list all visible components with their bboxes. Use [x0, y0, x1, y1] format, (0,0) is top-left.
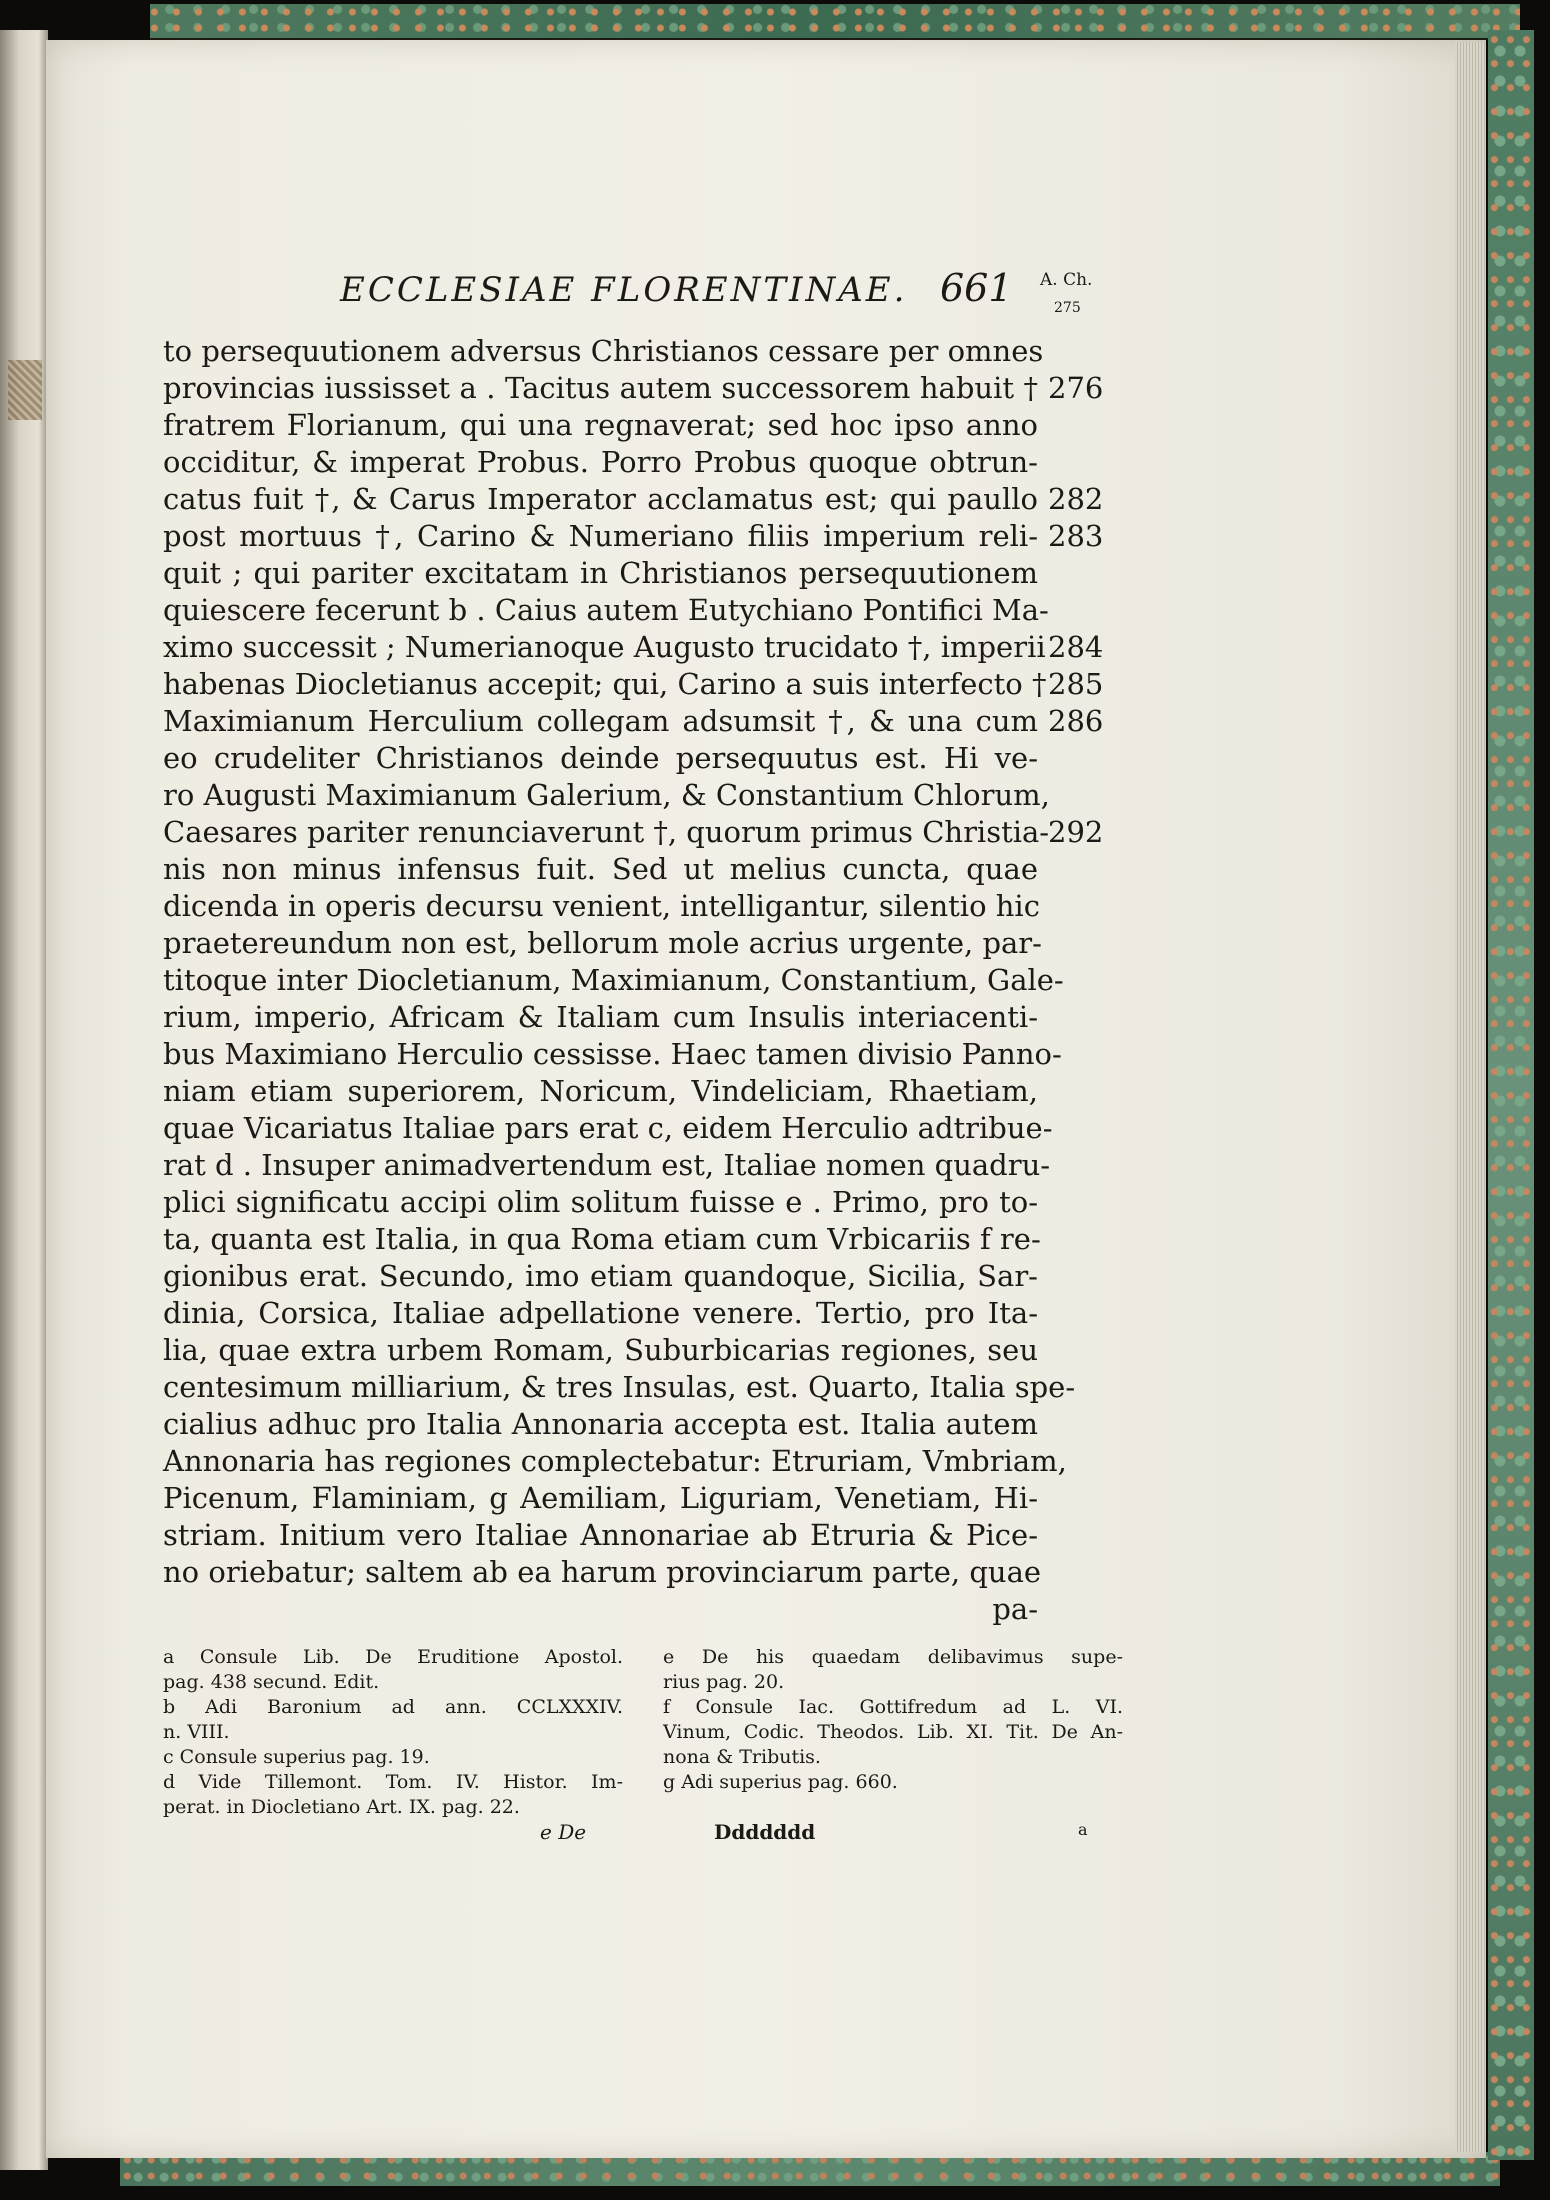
text-line: to persequutionem adversus Christianos cessare per omnes: [163, 334, 1044, 368]
text-line: Annonaria has regiones complectebatur: Etruriam, Vmbriam,: [163, 1444, 1067, 1478]
text-line: dicenda in operis decursu venient, intelligantur, silentio hic: [163, 889, 1040, 923]
text-line: praetereundum non est, bellorum mole acrius urgente, par-: [163, 926, 1042, 960]
text-line: pa-: [992, 1592, 1038, 1626]
footnote-line: a Consule Lib. De Eruditione Apostol.: [163, 1646, 623, 1668]
binding-cord: [8, 360, 42, 420]
running-head: ECCLESIAE FLORENTINAE.: [340, 270, 908, 310]
text-line: quit ; qui pariter excitatam in Christianos persequutionem: [163, 556, 1038, 590]
margin-year: 292: [1048, 815, 1104, 849]
text-line: Caesares pariter renunciaverunt †, quorum primus Christia-: [163, 815, 1050, 849]
text-line: rat d . Insuper animadvertendum est, Italiae nomen quadru-: [163, 1148, 1051, 1182]
text-line: ximo successit ; Numerianoque Augusto trucidato †, imperii: [163, 630, 1046, 664]
text-line: Maximianum Herculium collegam adsumsit †, & una cum: [163, 704, 1038, 738]
signature-mark: Ddddddd: [714, 1820, 816, 1844]
text-line: Picenum, Flaminiam, g Aemiliam, Liguriam, Venetiam, Hi-: [163, 1481, 1038, 1515]
text-line: post mortuus †, Carino & Numeriano filiis imperium reli-: [163, 519, 1038, 553]
footnote-line: Vinum, Codic. Theodos. Lib. XI. Tit. De An-: [663, 1721, 1123, 1743]
text-line: rium, imperio, Africam & Italiam cum Insulis interiacenti-: [163, 1000, 1038, 1034]
text-line: titoque inter Diocletianum, Maximianum, Constantium, Gale-: [163, 963, 1064, 997]
margin-year: 276: [1048, 371, 1104, 405]
text-line: eo crudeliter Christianos deinde persequutus est. Hi ve-: [163, 741, 1038, 775]
footnote-line: nona & Tributis.: [663, 1746, 821, 1768]
text-line: nis non minus infensus fuit. Sed ut melius cuncta, quae: [163, 852, 1038, 886]
marbled-right-edge: [1488, 30, 1534, 2160]
footnote-line: f Consule Iac. Gottifredum ad L. VI.: [663, 1696, 1123, 1718]
marbled-top-edge: [150, 4, 1520, 40]
text-line: centesimum milliarium, & tres Insulas, est. Quarto, Italia spe-: [163, 1370, 1076, 1404]
facing-page-edge: [0, 30, 48, 2170]
margin-year: 283: [1048, 519, 1104, 553]
text-line: fratrem Florianum, qui una regnaverat; sed hoc ipso anno: [163, 408, 1038, 442]
catchword: e De: [540, 1820, 587, 1844]
footnote-line: perat. in Diocletiano Art. IX. pag. 22.: [163, 1796, 520, 1818]
footnotes-left-column: [163, 1645, 623, 1820]
page-stack-edge: [1455, 42, 1485, 2152]
text-line: lia, quae extra urbem Romam, Suburbicarias regiones, seu: [163, 1333, 1038, 1367]
margin-start-year: 275: [1054, 300, 1081, 316]
text-line: catus fuit †, & Carus Imperator acclamatus est; qui paullo: [163, 482, 1038, 516]
page-number: 661: [940, 266, 1013, 310]
footnote-line: g Adi superius pag. 660.: [663, 1771, 898, 1793]
footnotes-right-column: [663, 1645, 1123, 1795]
text-line: dinia, Corsica, Italiae adpellatione venere. Tertio, pro Ita-: [163, 1296, 1038, 1330]
margin-year: 284: [1048, 630, 1104, 664]
text-line: provincias iussisset a . Tacitus autem successorem habuit †: [163, 371, 1038, 405]
footnote-line: rius pag. 20.: [663, 1671, 785, 1693]
text-line: quae Vicariatus Italiae pars erat c, eidem Herculio adtribue-: [163, 1111, 1053, 1145]
text-line: cialius adhuc pro Italia Annonaria accepta est. Italia autem: [163, 1407, 1038, 1441]
text-line: striam. Initium vero Italiae Annonariae ab Etruria & Pice-: [163, 1518, 1038, 1552]
text-line: quiescere fecerunt b . Caius autem Eutychiano Pontifici Ma-: [163, 593, 1049, 627]
text-line: gionibus erat. Secundo, imo etiam quandoque, Sicilia, Sar-: [163, 1259, 1038, 1293]
margin-year: 285: [1048, 667, 1104, 701]
footnote-line: d Vide Tillemont. Tom. IV. Histor. Im-: [163, 1771, 623, 1793]
footnote-line: b Adi Baronium ad ann. CCLXXXIV.: [163, 1696, 623, 1718]
text-line: bus Maximiano Herculio cessisse. Haec tamen divisio Panno-: [163, 1037, 1062, 1071]
text-line: no oriebatur; saltem ab ea harum provinciarum parte, quae: [163, 1555, 1042, 1589]
footnote-line: n. VIII.: [163, 1721, 230, 1743]
text-line: niam etiam superiorem, Noricum, Vindeliciam, Rhaetiam,: [163, 1074, 1038, 1108]
text-line: occiditur, & imperat Probus. Porro Probus quoque obtrun-: [163, 445, 1038, 479]
margin-year: 282: [1048, 482, 1104, 516]
margin-year: 286: [1048, 704, 1104, 738]
footnote-line: c Consule superius pag. 19.: [163, 1746, 430, 1768]
text-line: habenas Diocletianus accepit; qui, Carino a suis interfecto †: [163, 667, 1047, 701]
footnote-line: pag. 438 secund. Edit.: [163, 1671, 380, 1693]
margin-era-label: A. Ch.: [1040, 270, 1093, 290]
text-line: ro Augusti Maximianum Galerium, & Constantium Chlorum,: [163, 778, 1050, 812]
page-mark: a: [1078, 1820, 1088, 1839]
text-line: ta, quanta est Italia, in qua Roma etiam cum Vrbicariis f re-: [163, 1222, 1041, 1256]
text-line: plici significatu accipi olim solitum fuisse e . Primo, pro to-: [163, 1185, 1038, 1219]
footnote-line: e De his quaedam delibavimus supe-: [663, 1646, 1123, 1668]
